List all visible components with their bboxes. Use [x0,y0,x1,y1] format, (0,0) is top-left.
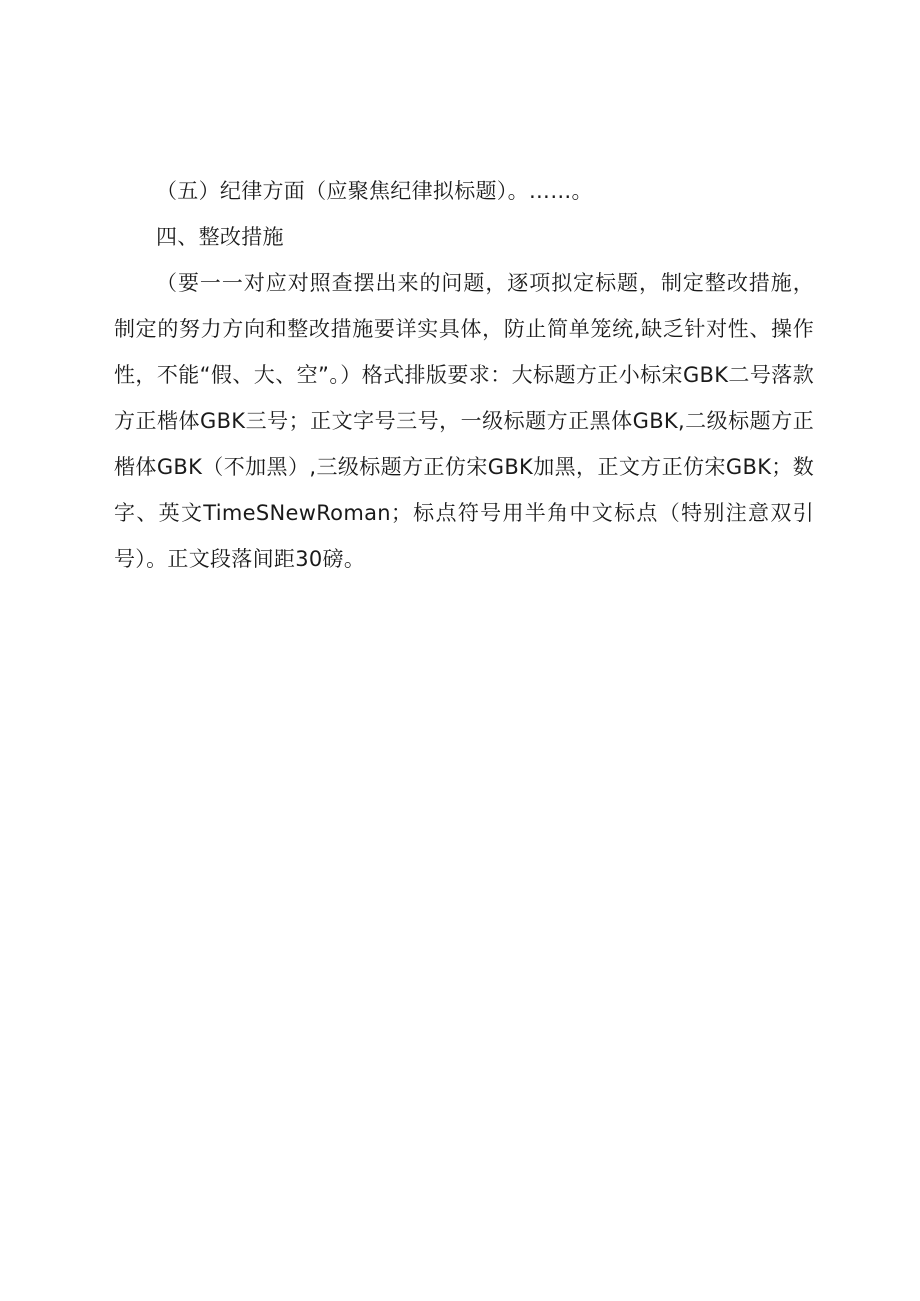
rectification-instructions-paragraph: （要一一对应对照查摆出来的问题，逐项拟定标题，制定整改措施，制定的努力方向和整改措施要详实具体，防止简单笼统,缺乏针对性、操作性，不能“假、大、空”。）格式排版要求：大标题方正小标宋GBK二号落款方正楷体GBK三号；正文字号三号，一级标题方正黑体GBK,二级标题方正楷体GBK（不加黑）,三级标题方正仿宋GBK加黑，正文方正仿宋GBK；数字、英文TimeSNewRoman；标点符号用半角中文标点（特别注意双引号）。正文段落间距30磅。 [114,271,814,571]
section-five-discipline-heading: （五）纪律方面（应聚焦纪律拟标题）。……。 [156,179,593,203]
section-four-rectification-heading: 四、整改措施 [156,225,284,249]
document-body [114,168,814,582]
